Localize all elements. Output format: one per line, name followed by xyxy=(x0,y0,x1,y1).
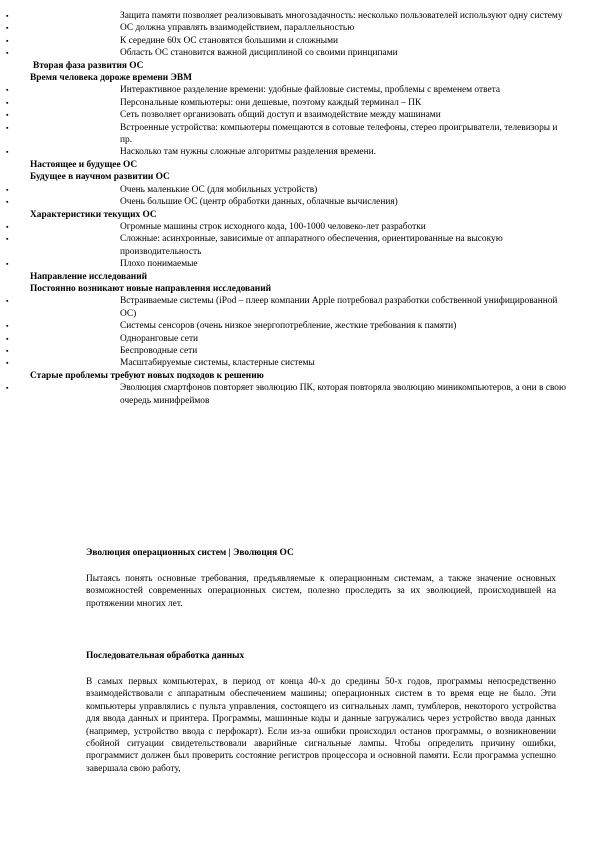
section-title-os-evolution: Эволюция операционных систем | Эволюция ОС xyxy=(86,548,294,558)
list-item-text: Одноранговые сети xyxy=(120,333,199,344)
subheading: Время человека дороже времени ЭВМ xyxy=(30,73,192,84)
list-item-text: Насколько там нужны сложные алгоритмы разделения времени. xyxy=(120,147,376,158)
list-item xyxy=(0,295,595,320)
bullet-icon: ▪ xyxy=(6,260,9,269)
bullet-icon: ▪ xyxy=(6,98,9,107)
bullet-icon: ▪ xyxy=(6,86,9,95)
list-item-text: Сложные: асинхронные, зависимые от аппаратного обеспечения, ориентированные на высокую производительность xyxy=(120,234,503,257)
list-item xyxy=(0,382,595,407)
list-item xyxy=(0,146,595,158)
subheading: Направление исследований xyxy=(30,271,147,282)
bullet-icon: ▪ xyxy=(6,24,9,33)
list-item xyxy=(0,345,595,357)
list-item-text: ОС должна управлять взаимодействием, параллельностью xyxy=(120,23,355,34)
list-item-text: Беспроводные сети xyxy=(120,345,198,356)
list-item-text: Очень маленькие ОС (для мобильных устройств) xyxy=(120,184,318,195)
section-title-serial-processing: Последовательная обработка данных xyxy=(86,651,245,661)
list-item xyxy=(0,10,595,22)
list-item-text: Сеть позволяет организовать общий доступ и взаимодействие между машинами xyxy=(120,110,441,121)
bullet-icon: ▪ xyxy=(6,346,9,355)
list-item-text: Очень большие ОС (центр обработки данных, облачные вычисления) xyxy=(120,197,398,208)
subheading: Вторая фаза развития ОС xyxy=(33,60,144,71)
bullet-icon: ▪ xyxy=(6,36,9,45)
bullet-icon: ▪ xyxy=(6,198,9,207)
list-item xyxy=(0,258,595,270)
list-item-text: Встроенные устройства: компьютеры помещаются в сотовые телефоны, стерео проигрыватели, телевизоры и пр. xyxy=(120,122,558,146)
list-item xyxy=(0,97,595,109)
list-item xyxy=(0,47,595,59)
bullet-icon: ▪ xyxy=(6,12,9,20)
list-item xyxy=(0,320,595,332)
list-item-text: Эволюция смартфонов повторяет эволюцию ПК, которая повторяла эволюцию миникомпьютеров, а они в свою очередь минифреймов xyxy=(120,383,566,406)
bullet-icon: ▪ xyxy=(6,359,9,368)
bullet-icon: ▪ xyxy=(6,111,9,120)
list-item xyxy=(0,357,595,369)
list-item xyxy=(0,122,595,147)
list-item-text: Плохо понимаемые xyxy=(120,259,198,270)
bullet-icon: ▪ xyxy=(6,49,9,58)
list-item xyxy=(0,22,595,34)
list-item-text: Огромные машины строк исходного кода, 100-1000 человеко-лет разработки xyxy=(120,221,426,232)
list-item xyxy=(0,84,595,96)
bullet-icon: ▪ xyxy=(6,297,9,306)
bullet-icon: ▪ xyxy=(6,235,9,244)
list-item-text: Область ОС становится важной дисциплиной со своими принципами xyxy=(120,48,398,59)
bullet-icon: ▪ xyxy=(6,334,9,343)
list-item-text: Интерактивное разделение времени: удобные файловые системы, проблемы с временем ответа xyxy=(120,85,500,96)
bullet-icon: ▪ xyxy=(6,185,9,194)
list-item xyxy=(0,35,595,47)
bullet-icon: ▪ xyxy=(6,148,9,157)
bullet-list xyxy=(0,10,595,407)
bullet-icon: ▪ xyxy=(6,222,9,231)
subheading: Старые проблемы требуют новых подходов к решению xyxy=(30,370,264,381)
list-item xyxy=(0,109,595,121)
list-item xyxy=(0,221,595,233)
list-item xyxy=(0,196,595,208)
paragraph-os-evolution: Пытаясь понять основные требования, предъявляемые к операционным системам, а также значение основных возможностей современных операционных систем, полезно проследить за их эволюцией, происходившей на протяжении многих лет. xyxy=(86,574,556,609)
bullet-icon: ▪ xyxy=(6,322,9,331)
list-item xyxy=(0,184,595,196)
subheading: Характеристики текущих ОС xyxy=(30,209,157,220)
list-item xyxy=(0,333,595,345)
list-item-text: Персональные компьютеры: они дешевые, поэтому каждый терминал – ПК xyxy=(120,97,422,108)
subheading: Будущее в научном развитии ОС xyxy=(30,172,170,183)
list-item-text: Системы сенсоров (очень низкое энергопотребление, жесткие требования к памяти) xyxy=(120,321,457,332)
list-item-text: Защита памяти позволяет реализовывать многозадачность: несколько пользователей используют одну систему xyxy=(120,11,563,21)
paragraph-serial-processing: В самых первых компьютерах, в период от конца 40-х до средины 50-х годов, программы непосредственно взаимодействовали с аппаратным обеспечением машины; операционных систем в то время еще не было. Эти компьютеры управлялись с пульта управления, состоящего из сигнальных ламп, тумблеров, некоторого устройства для ввода данных и принтера. Программы, машинные коды и данные загружались через устройство ввода данных (например, устройство ввода с перфокарт). Если из-за ошибки происходил останов программы, о возникновении сбойной ситуации свидетельствовали аварийные сигнальные лампы. Чтобы определить причину ошибки, программист должен был проверить состояние регистров процессора и основной памяти. Если программа успешно завершала свою работу, xyxy=(86,677,556,774)
list-item-text: К середине 60х ОС становятся большими и сложными xyxy=(120,35,339,46)
list-item xyxy=(0,233,595,258)
bullet-icon: ▪ xyxy=(6,123,9,132)
subheading: Настоящее и будущее ОС xyxy=(30,159,138,170)
list-item-text: Масштабируемые системы, кластерные системы xyxy=(120,358,315,369)
subheading: Постоянно возникают новые направления исследований xyxy=(30,283,271,294)
bullet-icon: ▪ xyxy=(6,384,9,393)
list-item-text: Встраиваемые системы (iPod – плеер компании Apple потребовал разработки собственной унифицированной ОС) xyxy=(120,296,558,319)
